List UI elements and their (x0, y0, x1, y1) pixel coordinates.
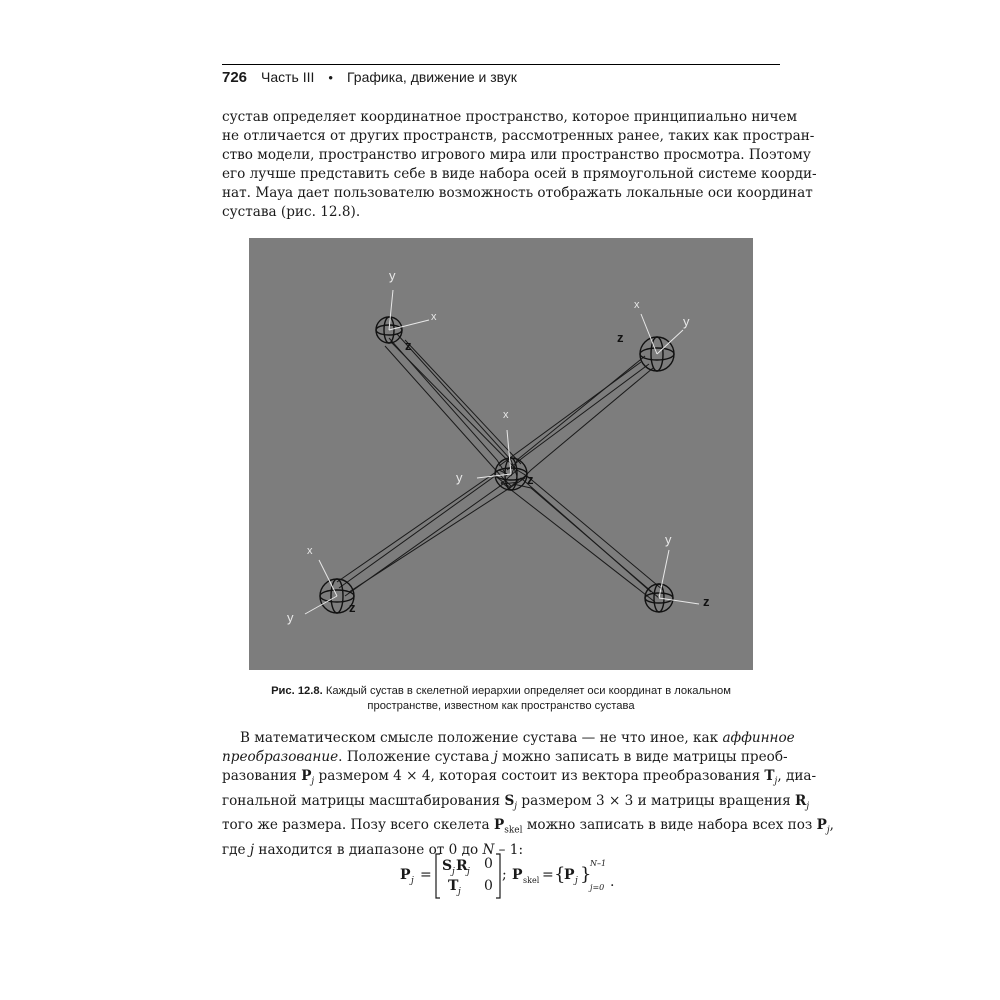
header-rule (222, 64, 780, 65)
svg-text:R: R (456, 858, 468, 874)
axis-label-z: z (703, 594, 710, 609)
svg-text:=: = (420, 867, 432, 883)
svg-text:j: j (411, 876, 414, 886)
axis-label-x: x (634, 299, 640, 311)
part-label: Часть III (261, 69, 315, 85)
svg-text:0: 0 (484, 856, 493, 872)
axis-label-y: y (683, 314, 690, 329)
figure-caption (236, 684, 766, 714)
svg-text:0: 0 (484, 878, 493, 894)
intro-paragraph (222, 108, 817, 222)
intro-line: не отличается от других пространств, рассмотренных ранее, таких как простран- (222, 128, 815, 144)
intro-line: сустава (рис. 12.8). (222, 204, 361, 220)
formula-graphic (396, 846, 636, 906)
caption-label: Рис. 12.8. (271, 685, 323, 697)
intro-line: нат. Maya дает пользователю возможность отображать локальные оси координат (222, 185, 813, 201)
axis-label-y: y (665, 532, 672, 547)
body-line: разования $P_j$ размером 4 × 4, которая состоит из вектора преобразования $T_j$, диа- (222, 768, 817, 787)
svg-text:j: j (458, 887, 461, 897)
svg-text:j: j (467, 867, 470, 877)
svg-text:j=0: j=0 (590, 883, 605, 892)
axis-label-y: y (456, 470, 463, 485)
axis-label-y: y (287, 610, 294, 625)
axis-label-x: x (431, 311, 437, 323)
svg-text:N–1: N–1 (590, 859, 607, 868)
axis-label-x: x (307, 545, 313, 557)
intro-line: сустав определяет координатное пространство, которое принципиально ничем (222, 109, 798, 125)
intro-line: ство модели, пространство игрового мира или пространство просмотра. Поэтому (222, 147, 811, 163)
term-transform: преобразование (222, 749, 339, 765)
caption-text-1: Каждый сустав в скелетной иерархии определяет оси координат в локальном (325, 685, 731, 697)
svg-text:j: j (452, 867, 455, 877)
page-number: 726 (222, 68, 248, 86)
body-line: преобразование. Положение сустава j можно записать в виде матрицы преоб- (222, 749, 788, 765)
axes-bottom-right (659, 550, 699, 604)
axis-label-z: z (349, 600, 356, 615)
svg-text:j: j (575, 876, 578, 886)
term-affine: аффинное (722, 730, 795, 746)
svg-text:P: P (400, 867, 411, 883)
svg-text:S: S (442, 858, 453, 874)
body-line: где j находится в диапазоне от 0 до N – 1: (222, 842, 524, 859)
body-line: В математическом смысле положение сустава — не что иное, как аффинное (240, 730, 795, 746)
body-line: того же размера. Позу всего скелета $P_{skel}$ можно записать в виде набора всех поз $P_j$, (222, 817, 834, 837)
joint-axes-figure (249, 238, 753, 670)
caption-line-1 (236, 684, 766, 699)
intro-line: его лучше представить себе в виде набора осей в прямоугольной системе коорди- (222, 166, 817, 182)
svg-text:P: P (564, 867, 575, 883)
bone-top-left (385, 334, 521, 486)
svg-text:=: = (542, 867, 554, 883)
svg-text:T: T (448, 878, 459, 894)
header-bullet: • (328, 69, 333, 85)
axis-label-z: z (527, 472, 534, 487)
axis-label-z: z (405, 338, 412, 353)
axis-label-x: x (503, 409, 509, 421)
svg-text:;: ; (502, 867, 507, 883)
axes-top-left (389, 290, 429, 330)
bone-bottom-left (337, 470, 525, 596)
svg-text:{: { (554, 864, 566, 885)
svg-text:}: } (580, 864, 592, 885)
axis-label-z: z (617, 330, 624, 345)
body-line: гональной матрицы масштабирования $S_j$ размером 3 × 3 и матрицы вращения $R_j$ (222, 792, 810, 812)
axis-label-y: y (389, 268, 396, 283)
caption-text-2: пространстве, известном как пространство сустава (367, 700, 635, 712)
section-title: Графика, движение и звук (346, 69, 517, 85)
svg-text:skel: skel (523, 876, 540, 885)
pose-formula (396, 846, 636, 906)
page-header (222, 66, 780, 88)
body-paragraph (222, 729, 834, 860)
figure-illustration (249, 238, 753, 670)
bone-bottom-right (501, 470, 663, 602)
svg-text:.: . (610, 874, 615, 890)
svg-text:P: P (512, 867, 523, 883)
